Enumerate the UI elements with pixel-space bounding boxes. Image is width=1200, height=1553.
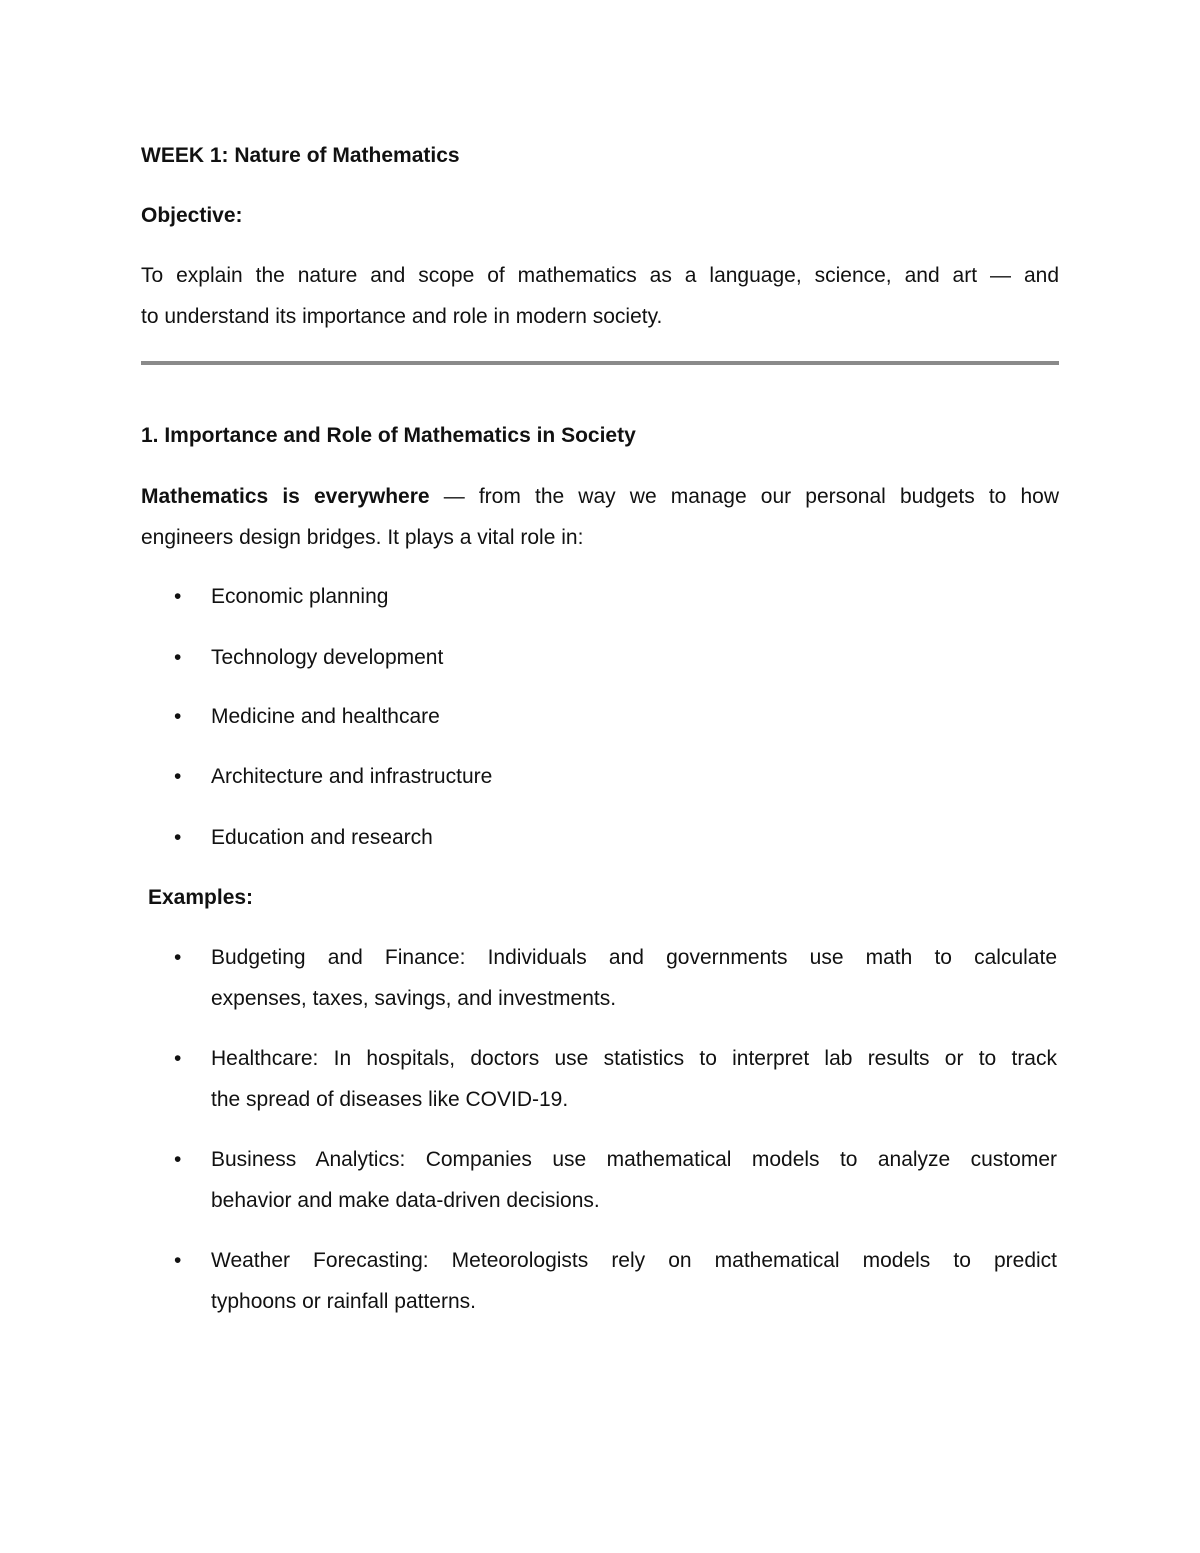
example-line-1: Budgeting and Finance: Individuals and governments use math to calculate <box>211 946 1057 969</box>
intro-paragraph <box>141 476 1059 558</box>
role-item-label: Education and research <box>211 826 433 849</box>
role-item-label: Economic planning <box>211 585 389 608</box>
example-line-2: expenses, taxes, savings, and investments. <box>211 987 617 1010</box>
example-line-1: Weather Forecasting: Meteorologists rely on mathematical models to predict <box>211 1249 1057 1272</box>
section-heading: 1. Importance and Role of Mathematics in Society <box>141 424 636 447</box>
objective-label: Objective: <box>141 204 243 227</box>
example-line-2: typhoons or rainfall patterns. <box>211 1290 476 1313</box>
bullet-icon: • <box>174 1249 182 1272</box>
role-item-label: Architecture and infrastructure <box>211 765 493 788</box>
objective-text <box>141 255 1059 337</box>
example-item <box>211 1139 1057 1221</box>
example-line-2: the spread of diseases like COVID-19. <box>211 1088 569 1111</box>
bullet-icon: • <box>174 646 182 669</box>
objective-line-2: to understand its importance and role in modern society. <box>141 305 663 328</box>
bullet-icon: • <box>174 946 182 969</box>
example-line-2: behavior and make data-driven decisions. <box>211 1189 600 1212</box>
intro-rest: — from the way we manage our personal budgets to how <box>429 485 1059 508</box>
horizontal-divider <box>141 361 1059 365</box>
bullet-icon: • <box>174 765 182 788</box>
bullet-icon: • <box>174 585 182 608</box>
example-item <box>211 1038 1057 1120</box>
example-item <box>211 937 1057 1019</box>
page-title: WEEK 1: Nature of Mathematics <box>141 144 460 167</box>
role-item-label: Medicine and healthcare <box>211 705 440 728</box>
bullet-icon: • <box>174 826 182 849</box>
intro-bold-phrase: Mathematics is everywhere <box>141 485 430 508</box>
example-line-1: Healthcare: In hospitals, doctors use statistics to interpret lab results or to track <box>211 1047 1057 1070</box>
intro-line-2: engineers design bridges. It plays a vital role in: <box>141 526 584 549</box>
bullet-icon: • <box>174 1047 182 1070</box>
example-line-1: Business Analytics: Companies use mathematical models to analyze customer <box>211 1148 1057 1171</box>
example-item <box>211 1240 1057 1322</box>
intro-line-1 <box>141 476 1059 517</box>
bullet-icon: • <box>174 1148 182 1171</box>
role-item-label: Technology development <box>211 646 444 669</box>
objective-line-1: To explain the nature and scope of mathematics as a language, science, and art — and <box>141 264 1059 287</box>
bullet-icon: • <box>174 705 182 728</box>
examples-label: Examples: <box>148 886 254 909</box>
